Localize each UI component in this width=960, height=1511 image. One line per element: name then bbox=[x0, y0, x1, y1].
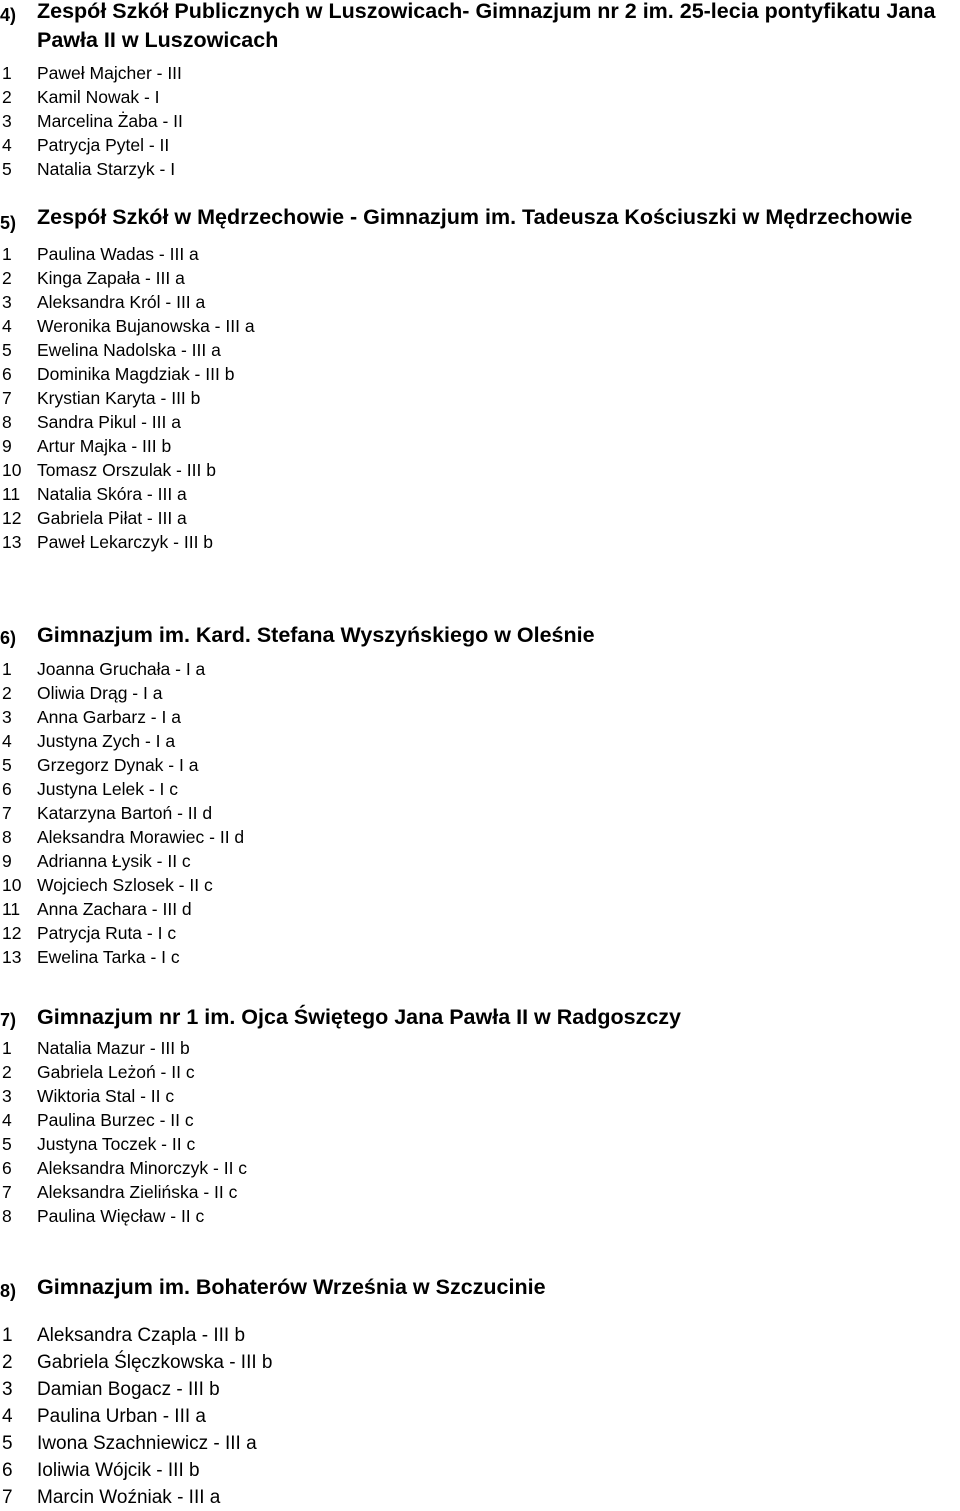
item-text: Justyna Toczek - II c bbox=[37, 1134, 196, 1154]
list-item bbox=[0, 1036, 960, 1060]
item-number: 9 bbox=[2, 436, 12, 456]
list-item bbox=[0, 825, 960, 849]
item-text: Sandra Pikul - III a bbox=[37, 412, 181, 432]
section-title: Gimnazjum im. Bohaterów Września w Szczucinie bbox=[37, 1275, 546, 1299]
list-item bbox=[0, 777, 960, 801]
item-text: Aleksandra Minorczyk - II c bbox=[37, 1158, 248, 1178]
item-text: Kinga Zapała - III a bbox=[37, 268, 185, 288]
item-text: Marcin Woźniak - III a bbox=[37, 1487, 221, 1508]
list-item bbox=[0, 530, 960, 554]
section-number: 7) bbox=[0, 1010, 17, 1030]
item-text: Iwona Szachniewicz - III a bbox=[37, 1433, 257, 1454]
section-8 bbox=[0, 1273, 960, 1511]
section-number: 4) bbox=[0, 5, 17, 25]
list-item bbox=[0, 1108, 960, 1132]
item-number: 7 bbox=[2, 1182, 12, 1202]
list-item bbox=[0, 362, 960, 386]
list-item bbox=[0, 386, 960, 410]
item-text: Patrycja Pytel - II bbox=[37, 135, 170, 155]
list-item bbox=[0, 506, 960, 530]
item-number: 12 bbox=[2, 508, 22, 528]
list-item bbox=[0, 1430, 960, 1457]
section-heading bbox=[0, 1273, 960, 1302]
list-item bbox=[0, 1204, 960, 1228]
item-text: Ioliwia Wójcik - III b bbox=[37, 1460, 200, 1481]
item-number: 5 bbox=[2, 1433, 13, 1454]
item-number: 1 bbox=[2, 1038, 12, 1058]
list-item bbox=[0, 945, 960, 969]
item-number: 7 bbox=[2, 1487, 13, 1508]
item-text: Joanna Gruchała - I a bbox=[37, 659, 206, 679]
section-heading bbox=[0, 621, 960, 650]
list-item bbox=[0, 133, 960, 157]
item-number: 5 bbox=[2, 1134, 12, 1154]
list-item bbox=[0, 61, 960, 85]
section-title: Gimnazjum nr 1 im. Ojca Świętego Jana Pawła II w Radgoszczy bbox=[37, 1005, 682, 1029]
list-item bbox=[0, 849, 960, 873]
list-item bbox=[0, 290, 960, 314]
list-item bbox=[0, 242, 960, 266]
list-item bbox=[0, 85, 960, 109]
item-number: 5 bbox=[2, 340, 12, 360]
list-item bbox=[0, 753, 960, 777]
item-text: Anna Garbarz - I a bbox=[37, 707, 181, 727]
item-number: 10 bbox=[2, 875, 22, 895]
item-number: 1 bbox=[2, 659, 12, 679]
item-text: Anna Zachara - III d bbox=[37, 899, 192, 919]
item-number: 1 bbox=[2, 63, 12, 83]
item-text: Paulina Wadas - III a bbox=[37, 244, 199, 264]
list-item bbox=[0, 109, 960, 133]
item-number: 8 bbox=[2, 1206, 12, 1226]
item-text: Wojciech Szlosek - II c bbox=[37, 875, 213, 895]
item-number: 7 bbox=[2, 388, 12, 408]
list-item bbox=[0, 1403, 960, 1430]
item-number: 2 bbox=[2, 268, 12, 288]
item-number: 8 bbox=[2, 827, 12, 847]
item-text: Paulina Więcław - II c bbox=[37, 1206, 205, 1226]
section-number: 6) bbox=[0, 628, 17, 648]
section-number: 8) bbox=[0, 1281, 17, 1301]
item-text: Ewelina Tarka - I c bbox=[37, 947, 180, 967]
item-text: Oliwia Drąg - I a bbox=[37, 683, 163, 703]
item-number: 11 bbox=[2, 484, 21, 504]
section-title: Zespół Szkół w Mędrzechowie - Gimnazjum im. Tadeusza Kościuszki w Mędrzechowie bbox=[37, 205, 913, 229]
list-item bbox=[0, 1084, 960, 1108]
item-number: 11 bbox=[2, 899, 21, 919]
section-title: Gimnazjum im. Kard. Stefana Wyszyńskiego w Oleśnie bbox=[37, 623, 595, 647]
item-number: 13 bbox=[2, 532, 22, 552]
item-text: Adrianna Łysik - II c bbox=[37, 851, 191, 871]
item-text: Paulina Urban - III a bbox=[37, 1406, 206, 1427]
item-number: 7 bbox=[2, 803, 12, 823]
item-number: 13 bbox=[2, 947, 22, 967]
list-item bbox=[0, 1457, 960, 1484]
item-text: Paulina Burzec - II c bbox=[37, 1110, 194, 1130]
item-number: 6 bbox=[2, 779, 12, 799]
item-number: 2 bbox=[2, 683, 12, 703]
list-item bbox=[0, 338, 960, 362]
section-title: Zespół Szkół Publicznych w Luszowicach- Gimnazjum nr 2 im. 25-lecia pontyfikatu Jana Pawła II w Luszowicach bbox=[37, 0, 936, 52]
list-item bbox=[0, 1322, 960, 1349]
item-text: Krystian Karyta - III b bbox=[37, 388, 201, 408]
item-number: 4 bbox=[2, 316, 12, 336]
item-text: Grzegorz Dynak - I a bbox=[37, 755, 199, 775]
list-item bbox=[0, 434, 960, 458]
item-text: Aleksandra Morawiec - II d bbox=[37, 827, 245, 847]
list-item bbox=[0, 801, 960, 825]
section-heading bbox=[0, 203, 960, 232]
item-number: 2 bbox=[2, 1352, 13, 1373]
item-number: 3 bbox=[2, 1379, 13, 1400]
section-heading bbox=[0, 1003, 960, 1032]
item-text: Tomasz Orszulak - III b bbox=[37, 460, 216, 480]
item-text: Aleksandra Król - III a bbox=[37, 292, 206, 312]
section-7 bbox=[0, 1003, 960, 1228]
item-text: Wiktoria Stal - II c bbox=[37, 1086, 175, 1106]
item-number: 1 bbox=[2, 1325, 13, 1346]
item-text: Gabriela Leżoń - II c bbox=[37, 1062, 195, 1082]
item-number: 8 bbox=[2, 412, 12, 432]
list-item bbox=[0, 1156, 960, 1180]
item-number: 4 bbox=[2, 1110, 12, 1130]
item-text: Justyna Zych - I a bbox=[37, 731, 176, 751]
item-text: Ewelina Nadolska - III a bbox=[37, 340, 221, 360]
list-item bbox=[0, 410, 960, 434]
list-item bbox=[0, 266, 960, 290]
section-4 bbox=[0, 0, 960, 181]
list-item bbox=[0, 1180, 960, 1204]
item-number: 4 bbox=[2, 731, 12, 751]
list-item bbox=[0, 921, 960, 945]
list-item bbox=[0, 1132, 960, 1156]
item-text: Weronika Bujanowska - III a bbox=[37, 316, 255, 336]
item-number: 6 bbox=[2, 1460, 13, 1481]
item-number: 6 bbox=[2, 1158, 12, 1178]
item-text: Gabriela Piłat - III a bbox=[37, 508, 187, 528]
item-number: 2 bbox=[2, 87, 12, 107]
list-item bbox=[0, 1376, 960, 1403]
list-item bbox=[0, 897, 960, 921]
item-text: Kamil Nowak - I bbox=[37, 87, 160, 107]
item-number: 5 bbox=[2, 755, 12, 775]
list-item bbox=[0, 657, 960, 681]
item-number: 1 bbox=[2, 244, 12, 264]
section-heading bbox=[0, 0, 960, 55]
item-number: 12 bbox=[2, 923, 22, 943]
item-text: Katarzyna Bartoń - II d bbox=[37, 803, 213, 823]
item-text: Marcelina Żaba - II bbox=[37, 111, 183, 131]
list-item bbox=[0, 314, 960, 338]
item-number: 3 bbox=[2, 111, 12, 131]
list-item bbox=[0, 1349, 960, 1376]
item-text: Natalia Starzyk - I bbox=[37, 159, 176, 179]
section-6 bbox=[0, 621, 960, 969]
item-text: Paweł Majcher - III bbox=[37, 63, 182, 83]
item-text: Patrycja Ruta - I c bbox=[37, 923, 177, 943]
item-number: 3 bbox=[2, 707, 12, 727]
item-number: 6 bbox=[2, 364, 12, 384]
item-number: 5 bbox=[2, 159, 12, 179]
list-item bbox=[0, 1060, 960, 1084]
list-item bbox=[0, 482, 960, 506]
section-5 bbox=[0, 203, 960, 554]
item-text: Paweł Lekarczyk - III b bbox=[37, 532, 214, 552]
list-item bbox=[0, 729, 960, 753]
item-text: Gabriela Ślęczkowska - III b bbox=[37, 1352, 273, 1373]
item-number: 4 bbox=[2, 135, 12, 155]
item-number: 10 bbox=[2, 460, 22, 480]
item-text: Justyna Lelek - I c bbox=[37, 779, 179, 799]
list-item bbox=[0, 873, 960, 897]
item-number: 9 bbox=[2, 851, 12, 871]
item-number: 4 bbox=[2, 1406, 13, 1427]
item-text: Aleksandra Czapla - III b bbox=[37, 1325, 246, 1346]
item-text: Natalia Mazur - III b bbox=[37, 1038, 190, 1058]
item-text: Artur Majka - III b bbox=[37, 436, 172, 456]
item-text: Natalia Skóra - III a bbox=[37, 484, 187, 504]
item-number: 3 bbox=[2, 292, 12, 312]
item-text: Damian Bogacz - III b bbox=[37, 1379, 220, 1400]
list-item bbox=[0, 157, 960, 181]
section-number: 5) bbox=[0, 213, 17, 233]
list-item bbox=[0, 458, 960, 482]
item-text: Aleksandra Zielińska - II c bbox=[37, 1182, 238, 1202]
item-text: Dominika Magdziak - III b bbox=[37, 364, 235, 384]
item-number: 2 bbox=[2, 1062, 12, 1082]
list-item bbox=[0, 705, 960, 729]
list-item bbox=[0, 681, 960, 705]
list-item bbox=[0, 1484, 960, 1511]
item-number: 3 bbox=[2, 1086, 12, 1106]
